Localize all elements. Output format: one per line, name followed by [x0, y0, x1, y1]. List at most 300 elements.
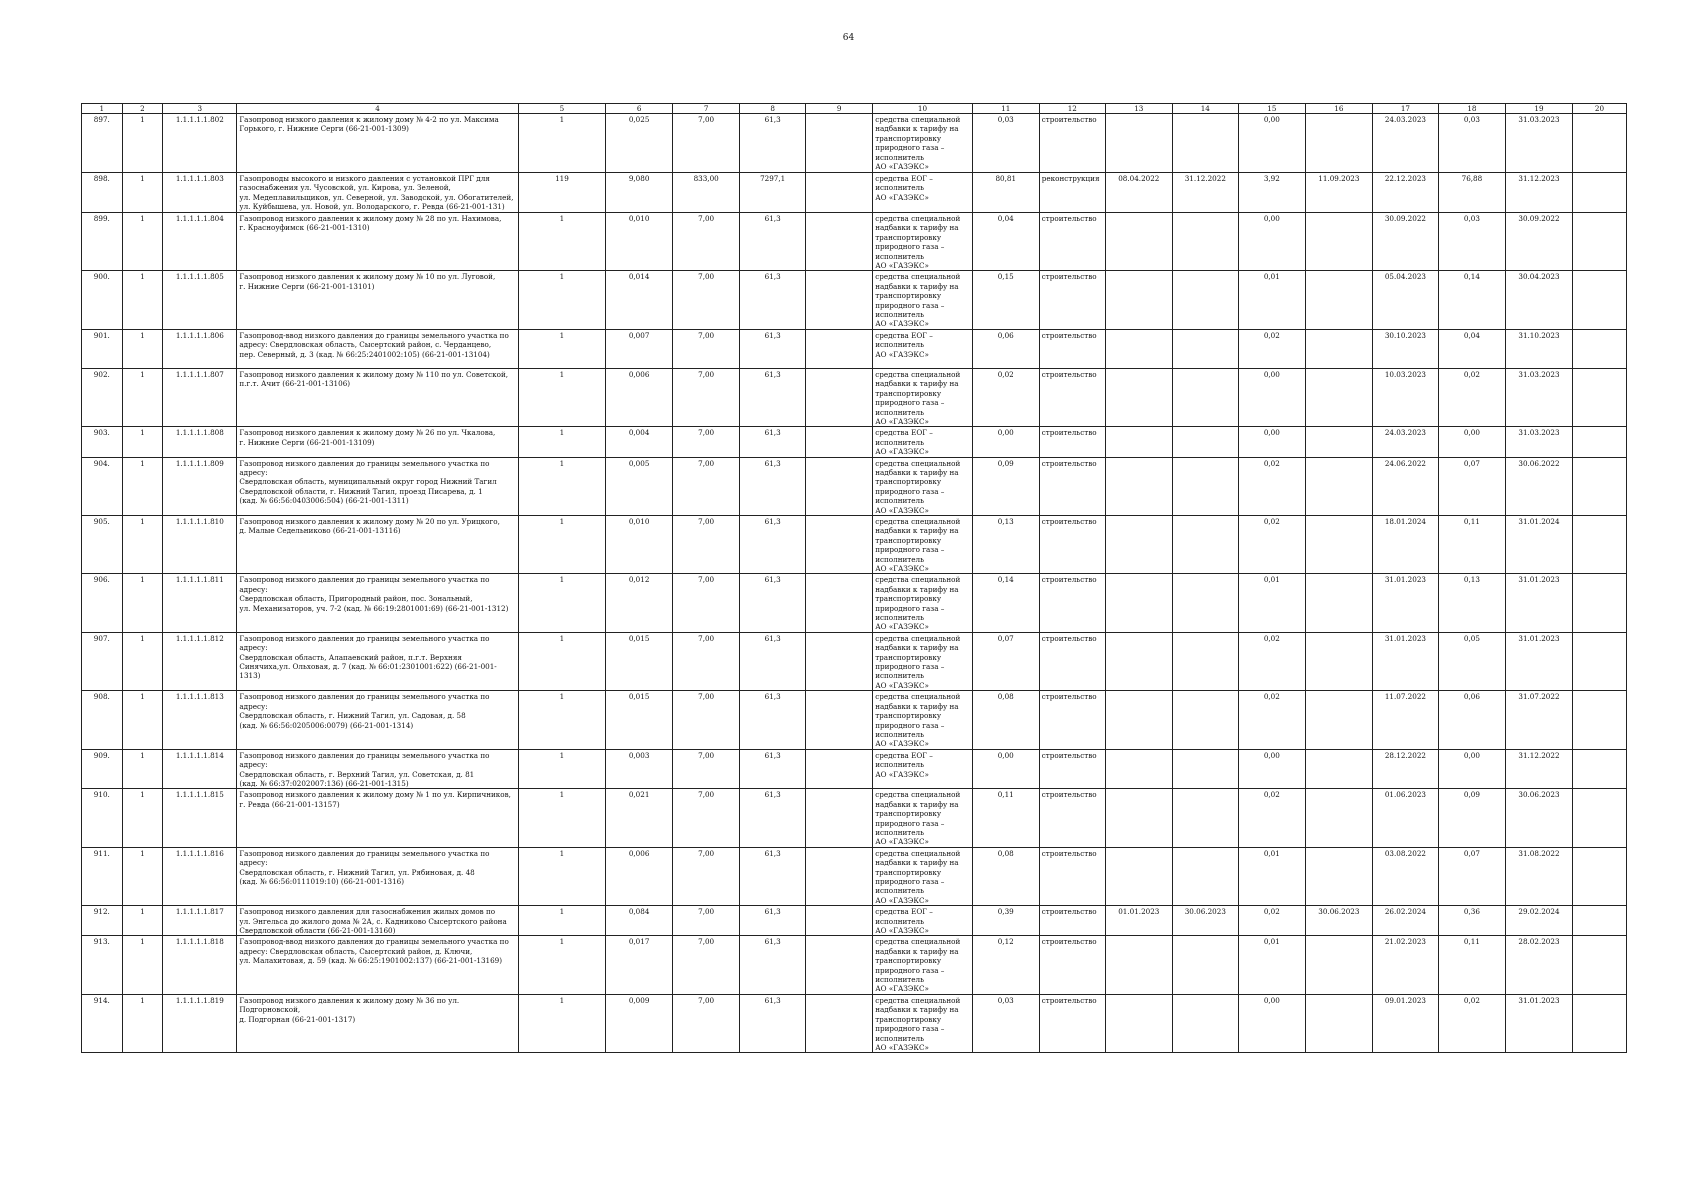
length-km: 0,010: [606, 515, 673, 573]
funding-source: средства специальной надбавки к тарифу на транспортировку природного газа – исполнитель АО «ГАЗЭКС»: [873, 994, 973, 1052]
cell-col5: 1: [518, 847, 605, 905]
row-number: 909.: [82, 749, 123, 789]
completion-date: 30.09.2022: [1505, 213, 1572, 271]
commission-date: 03.08.2022: [1372, 847, 1438, 905]
cell-col9: [806, 906, 873, 936]
cell-col2: 1: [122, 368, 163, 426]
cell-col9: [806, 427, 873, 457]
cell-col11: 0,02: [972, 368, 1039, 426]
cell-col7: 833,00: [673, 173, 740, 213]
row-number: 908.: [82, 691, 123, 749]
object-name: Газопровод низкого давления к жилому дому № 36 по ул. Подгорновской, д. Подгорная (66-21-001-1317): [237, 994, 518, 1052]
work-type: строительство: [1039, 427, 1105, 457]
completion-date: 31.12.2023: [1505, 173, 1572, 213]
object-name: Газопровод низкого давления к жилому дому № 28 по ул. Нахимова, г. Красноуфимск (66-21-001-1310): [237, 213, 518, 271]
start-date-plan: [1105, 271, 1172, 329]
commission-date: 24.03.2023: [1372, 427, 1438, 457]
cell-col7: 7,00: [673, 271, 740, 329]
cell-col2: 1: [122, 994, 163, 1052]
table-row: [82, 632, 1627, 690]
cell-col20: [1572, 515, 1626, 573]
table-row: [82, 691, 1627, 749]
cell-col2: 1: [122, 329, 163, 368]
cell-col9: [806, 213, 873, 271]
funding-source: средства ЕОГ – исполнитель АО «ГАЗЭКС»: [873, 329, 973, 368]
cell-col2: 1: [122, 515, 163, 573]
completion-date: 31.01.2023: [1505, 632, 1572, 690]
table-row: [82, 329, 1627, 368]
funding-source: средства специальной надбавки к тарифу на транспортировку природного газа – исполнитель АО «ГАЗЭКС»: [873, 632, 973, 690]
row-number: 906.: [82, 574, 123, 632]
start-date-plan: [1105, 632, 1172, 690]
table-row: [82, 457, 1627, 515]
start-date-plan: [1105, 515, 1172, 573]
completion-date: 30.04.2023: [1505, 271, 1572, 329]
object-code: 1.1.1.1.1.812: [163, 632, 237, 690]
funding-source: средства специальной надбавки к тарифу на транспортировку природного газа – исполнитель АО «ГАЗЭКС»: [873, 847, 973, 905]
cell-col5: 1: [518, 213, 605, 271]
column-header-1: 1: [82, 104, 123, 114]
table-row: [82, 906, 1627, 936]
end-date-plan: [1172, 515, 1238, 573]
object-code: 1.1.1.1.1.818: [163, 936, 237, 994]
cell-col18: 0,00: [1438, 749, 1505, 789]
cell-col15: 0,00: [1238, 368, 1305, 426]
length-km: 0,006: [606, 847, 673, 905]
work-type: строительство: [1039, 936, 1105, 994]
cell-col16: [1305, 329, 1372, 368]
work-type: строительство: [1039, 213, 1105, 271]
funding-source: средства специальной надбавки к тарифу на транспортировку природного газа – исполнитель АО «ГАЗЭКС»: [873, 213, 973, 271]
object-name: Газопровод низкого давления до границы земельного участка по адресу: Свердловская область, г. Верхний Тагил, ул. Советская, д. 81 (кад. № 66:37:0202007:136) (66-21-001-1315): [237, 749, 518, 789]
object-code: 1.1.1.1.1.815: [163, 789, 237, 847]
start-date-plan: [1105, 994, 1172, 1052]
cell-col11: 0,09: [972, 457, 1039, 515]
start-date-plan: [1105, 789, 1172, 847]
cell-col2: 1: [122, 457, 163, 515]
cell-col2: 1: [122, 173, 163, 213]
cell-col16: 30.06.2023: [1305, 906, 1372, 936]
start-date-plan: [1105, 427, 1172, 457]
cell-col5: 119: [518, 173, 605, 213]
commission-date: 30.09.2022: [1372, 213, 1438, 271]
completion-date: 28.02.2023: [1505, 936, 1572, 994]
cell-col18: 0,05: [1438, 632, 1505, 690]
cell-col2: 1: [122, 847, 163, 905]
commission-date: 31.01.2023: [1372, 632, 1438, 690]
cell-col16: [1305, 632, 1372, 690]
cell-col16: [1305, 749, 1372, 789]
commission-date: 24.06.2022: [1372, 457, 1438, 515]
cell-col2: 1: [122, 789, 163, 847]
cell-col5: 1: [518, 114, 605, 173]
table-row: [82, 271, 1627, 329]
table-row: [82, 847, 1627, 905]
start-date-plan: [1105, 847, 1172, 905]
cell-col8: 61,3: [740, 906, 806, 936]
commission-date: 28.12.2022: [1372, 749, 1438, 789]
funding-source: средства специальной надбавки к тарифу на транспортировку природного газа – исполнитель АО «ГАЗЭКС»: [873, 574, 973, 632]
start-date-plan: [1105, 329, 1172, 368]
end-date-plan: [1172, 936, 1238, 994]
cell-col18: 0,07: [1438, 457, 1505, 515]
cell-col7: 7,00: [673, 329, 740, 368]
column-header-10: 10: [873, 104, 973, 114]
cell-col16: [1305, 114, 1372, 173]
cell-col18: 0,11: [1438, 515, 1505, 573]
cell-col9: [806, 457, 873, 515]
cell-col20: [1572, 427, 1626, 457]
cell-col11: 0,06: [972, 329, 1039, 368]
cell-col16: [1305, 936, 1372, 994]
work-type: строительство: [1039, 994, 1105, 1052]
row-number: 902.: [82, 368, 123, 426]
end-date-plan: [1172, 632, 1238, 690]
cell-col7: 7,00: [673, 936, 740, 994]
cell-col9: [806, 847, 873, 905]
cell-col20: [1572, 457, 1626, 515]
cell-col15: 0,00: [1238, 749, 1305, 789]
row-number: 899.: [82, 213, 123, 271]
page-number: 64: [842, 33, 855, 43]
cell-col2: 1: [122, 906, 163, 936]
commission-date: 10.03.2023: [1372, 368, 1438, 426]
start-date-plan: [1105, 936, 1172, 994]
object-code: 1.1.1.1.1.817: [163, 906, 237, 936]
funding-source: средства специальной надбавки к тарифу на транспортировку природного газа – исполнитель АО «ГАЗЭКС»: [873, 936, 973, 994]
cell-col15: 0,00: [1238, 114, 1305, 173]
cell-col18: 0,14: [1438, 271, 1505, 329]
end-date-plan: [1172, 368, 1238, 426]
cell-col7: 7,00: [673, 749, 740, 789]
cell-col20: [1572, 789, 1626, 847]
cell-col8: 61,3: [740, 213, 806, 271]
cell-col5: 1: [518, 515, 605, 573]
cell-col2: 1: [122, 936, 163, 994]
cell-col2: 1: [122, 632, 163, 690]
cell-col5: 1: [518, 906, 605, 936]
object-code: 1.1.1.1.1.803: [163, 173, 237, 213]
work-type: строительство: [1039, 847, 1105, 905]
column-header-8: 8: [740, 104, 806, 114]
column-header-18: 18: [1438, 104, 1505, 114]
cell-col8: 61,3: [740, 574, 806, 632]
column-header-15: 15: [1238, 104, 1305, 114]
length-km: 9,080: [606, 173, 673, 213]
row-number: 904.: [82, 457, 123, 515]
column-header-20: 20: [1572, 104, 1626, 114]
cell-col5: 1: [518, 427, 605, 457]
cell-col18: 0,00: [1438, 427, 1505, 457]
column-header-14: 14: [1172, 104, 1238, 114]
object-name: Газопровод низкого давления к жилому дому № 20 по ул. Урицкого, д. Малые Седельниково (66-21-001-13116): [237, 515, 518, 573]
column-header-4: 4: [237, 104, 518, 114]
cell-col9: [806, 173, 873, 213]
cell-col11: 80,81: [972, 173, 1039, 213]
cell-col7: 7,00: [673, 114, 740, 173]
work-type: строительство: [1039, 906, 1105, 936]
cell-col15: 0,00: [1238, 994, 1305, 1052]
cell-col11: 0,14: [972, 574, 1039, 632]
completion-date: 29.02.2024: [1505, 906, 1572, 936]
cell-col11: 0,03: [972, 994, 1039, 1052]
cell-col11: 0,08: [972, 847, 1039, 905]
end-date-plan: [1172, 427, 1238, 457]
cell-col11: 0,12: [972, 936, 1039, 994]
row-number: 901.: [82, 329, 123, 368]
length-km: 0,010: [606, 213, 673, 271]
cell-col5: 1: [518, 749, 605, 789]
commission-date: 18.01.2024: [1372, 515, 1438, 573]
commission-date: 24.03.2023: [1372, 114, 1438, 173]
cell-col5: 1: [518, 691, 605, 749]
table-row: [82, 427, 1627, 457]
cell-col15: 0,01: [1238, 936, 1305, 994]
start-date-plan: [1105, 749, 1172, 789]
cell-col7: 7,00: [673, 789, 740, 847]
table-row: [82, 368, 1627, 426]
commission-date: 01.06.2023: [1372, 789, 1438, 847]
cell-col20: [1572, 847, 1626, 905]
object-code: 1.1.1.1.1.807: [163, 368, 237, 426]
work-type: строительство: [1039, 749, 1105, 789]
completion-date: 31.01.2024: [1505, 515, 1572, 573]
object-name: Газопровод низкого давления к жилому дому № 10 по ул. Луговой, г. Нижние Серги (66-21-001-13101): [237, 271, 518, 329]
cell-col16: [1305, 515, 1372, 573]
column-header-7: 7: [673, 104, 740, 114]
funding-source: средства специальной надбавки к тарифу на транспортировку природного газа – исполнитель АО «ГАЗЭКС»: [873, 368, 973, 426]
commission-date: 30.10.2023: [1372, 329, 1438, 368]
column-header-17: 17: [1372, 104, 1438, 114]
length-km: 0,007: [606, 329, 673, 368]
end-date-plan: [1172, 574, 1238, 632]
length-km: 0,012: [606, 574, 673, 632]
cell-col20: [1572, 749, 1626, 789]
commission-date: 09.01.2023: [1372, 994, 1438, 1052]
column-header-19: 19: [1505, 104, 1572, 114]
completion-date: 31.01.2023: [1505, 574, 1572, 632]
object-name: Газопровод низкого давления до границы земельного участка по адресу: Свердловская область, г. Нижний Тагил, ул. Садовая, д. 58 (кад. № 66:56:0205006:0079) (66-21-001-1314): [237, 691, 518, 749]
cell-col18: 0,02: [1438, 368, 1505, 426]
cell-col7: 7,00: [673, 515, 740, 573]
commission-date: 31.01.2023: [1372, 574, 1438, 632]
object-name: Газопровод-ввод низкого давления до границы земельного участка по адресу: Свердловская область, Сысертский район, с. Черданцево, пер. Северный, д. 3 (кад. № 66:25:2401002:105) (66-21-001-13104): [237, 329, 518, 368]
end-date-plan: [1172, 749, 1238, 789]
object-code: 1.1.1.1.1.819: [163, 994, 237, 1052]
cell-col9: [806, 632, 873, 690]
commission-date: 21.02.2023: [1372, 936, 1438, 994]
cell-col8: 61,3: [740, 994, 806, 1052]
cell-col8: 61,3: [740, 329, 806, 368]
cell-col8: 61,3: [740, 936, 806, 994]
object-code: 1.1.1.1.1.806: [163, 329, 237, 368]
commission-date: 22.12.2023: [1372, 173, 1438, 213]
end-date-plan: [1172, 213, 1238, 271]
object-name: Газопровод низкого давления до границы земельного участка по адресу: Свердловская область, Алапаевский район, п.г.т. Верхняя Синячиха,ул. Ольховая, д. 7 (кад. № 66:01:2301001:622) (66-21-001-1313): [237, 632, 518, 690]
table-row: [82, 749, 1627, 789]
length-km: 0,021: [606, 789, 673, 847]
cell-col8: 61,3: [740, 457, 806, 515]
cell-col8: 61,3: [740, 749, 806, 789]
cell-col7: 7,00: [673, 427, 740, 457]
cell-col7: 7,00: [673, 847, 740, 905]
cell-col18: 0,03: [1438, 114, 1505, 173]
cell-col11: 0,39: [972, 906, 1039, 936]
cell-col15: 0,00: [1238, 213, 1305, 271]
end-date-plan: [1172, 329, 1238, 368]
cell-col11: 0,00: [972, 749, 1039, 789]
object-code: 1.1.1.1.1.811: [163, 574, 237, 632]
cell-col8: 61,3: [740, 632, 806, 690]
length-km: 0,014: [606, 271, 673, 329]
work-type: строительство: [1039, 329, 1105, 368]
cell-col2: 1: [122, 574, 163, 632]
cell-col11: 0,04: [972, 213, 1039, 271]
object-code: 1.1.1.1.1.804: [163, 213, 237, 271]
row-number: 897.: [82, 114, 123, 173]
row-number: 898.: [82, 173, 123, 213]
work-type: строительство: [1039, 632, 1105, 690]
cell-col18: 0,36: [1438, 906, 1505, 936]
cell-col16: [1305, 994, 1372, 1052]
work-type: строительство: [1039, 574, 1105, 632]
cell-col11: 0,00: [972, 427, 1039, 457]
cell-col20: [1572, 936, 1626, 994]
length-km: 0,006: [606, 368, 673, 426]
cell-col2: 1: [122, 213, 163, 271]
cell-col8: 61,3: [740, 271, 806, 329]
cell-col18: 0,13: [1438, 574, 1505, 632]
cell-col20: [1572, 906, 1626, 936]
start-date-plan: 08.04.2022: [1105, 173, 1172, 213]
completion-date: 30.06.2023: [1505, 789, 1572, 847]
cell-col9: [806, 574, 873, 632]
cell-col18: 0,04: [1438, 329, 1505, 368]
object-name: Газопровод низкого давления для газоснабжения жилых домов по ул. Энгельса до жилого дома № 2А, с. Кадниково Сысертского района Свердловской области (66-21-001-13160): [237, 906, 518, 936]
cell-col11: 0,08: [972, 691, 1039, 749]
completion-date: 31.03.2023: [1505, 114, 1572, 173]
column-header-3: 3: [163, 104, 237, 114]
cell-col20: [1572, 329, 1626, 368]
object-code: 1.1.1.1.1.814: [163, 749, 237, 789]
cell-col7: 7,00: [673, 906, 740, 936]
cell-col18: 0,06: [1438, 691, 1505, 749]
cell-col16: [1305, 368, 1372, 426]
funding-source: средства ЕОГ – исполнитель АО «ГАЗЭКС»: [873, 906, 973, 936]
cell-col16: [1305, 213, 1372, 271]
commission-date: 26.02.2024: [1372, 906, 1438, 936]
cell-col5: 1: [518, 632, 605, 690]
cell-col16: [1305, 691, 1372, 749]
object-name: Газопровод низкого давления к жилому дому № 1 по ул. Кирпичников, г. Ревда (66-21-001-13157): [237, 789, 518, 847]
end-date-plan: [1172, 789, 1238, 847]
cell-col15: 0,02: [1238, 906, 1305, 936]
row-number: 914.: [82, 994, 123, 1052]
length-km: 0,025: [606, 114, 673, 173]
completion-date: 31.08.2022: [1505, 847, 1572, 905]
end-date-plan: [1172, 271, 1238, 329]
column-header-13: 13: [1105, 104, 1172, 114]
funding-source: средства ЕОГ – исполнитель АО «ГАЗЭКС»: [873, 749, 973, 789]
row-number: 905.: [82, 515, 123, 573]
cell-col9: [806, 789, 873, 847]
cell-col8: 61,3: [740, 427, 806, 457]
cell-col11: 0,07: [972, 632, 1039, 690]
row-number: 900.: [82, 271, 123, 329]
cell-col9: [806, 994, 873, 1052]
table-row: [82, 173, 1627, 213]
cell-col15: 0,02: [1238, 329, 1305, 368]
cell-col11: 0,13: [972, 515, 1039, 573]
completion-date: 31.03.2023: [1505, 427, 1572, 457]
cell-col5: 1: [518, 936, 605, 994]
column-header-6: 6: [606, 104, 673, 114]
cell-col5: 1: [518, 368, 605, 426]
object-code: 1.1.1.1.1.809: [163, 457, 237, 515]
length-km: 0,005: [606, 457, 673, 515]
funding-source: средства ЕОГ – исполнитель АО «ГАЗЭКС»: [873, 173, 973, 213]
cell-col2: 1: [122, 427, 163, 457]
funding-source: средства специальной надбавки к тарифу на транспортировку природного газа – исполнитель АО «ГАЗЭКС»: [873, 691, 973, 749]
column-header-12: 12: [1039, 104, 1105, 114]
cell-col16: [1305, 847, 1372, 905]
cell-col20: [1572, 114, 1626, 173]
commission-date: 11.07.2022: [1372, 691, 1438, 749]
cell-col9: [806, 749, 873, 789]
completion-date: 31.01.2023: [1505, 994, 1572, 1052]
cell-col11: 0,15: [972, 271, 1039, 329]
cell-col18: 0,03: [1438, 213, 1505, 271]
cell-col2: 1: [122, 749, 163, 789]
cell-col16: [1305, 271, 1372, 329]
start-date-plan: [1105, 574, 1172, 632]
cell-col18: 0,07: [1438, 847, 1505, 905]
length-km: 0,004: [606, 427, 673, 457]
column-header-11: 11: [972, 104, 1039, 114]
cell-col11: 0,03: [972, 114, 1039, 173]
cell-col5: 1: [518, 994, 605, 1052]
column-number-header-row: [82, 104, 1627, 114]
cell-col20: [1572, 271, 1626, 329]
cell-col9: [806, 936, 873, 994]
cell-col11: 0,11: [972, 789, 1039, 847]
table-row: [82, 114, 1627, 173]
cell-col20: [1572, 574, 1626, 632]
cell-col15: 0,02: [1238, 789, 1305, 847]
column-header-16: 16: [1305, 104, 1372, 114]
end-date-plan: [1172, 847, 1238, 905]
end-date-plan: [1172, 691, 1238, 749]
cell-col15: 0,01: [1238, 847, 1305, 905]
cell-col15: 0,02: [1238, 632, 1305, 690]
cell-col7: 7,00: [673, 574, 740, 632]
cell-col15: 0,02: [1238, 691, 1305, 749]
start-date-plan: [1105, 457, 1172, 515]
cell-col15: 3,92: [1238, 173, 1305, 213]
funding-source: средства специальной надбавки к тарифу на транспортировку природного газа – исполнитель АО «ГАЗЭКС»: [873, 271, 973, 329]
cell-col20: [1572, 213, 1626, 271]
object-code: 1.1.1.1.1.810: [163, 515, 237, 573]
length-km: 0,015: [606, 632, 673, 690]
column-header-5: 5: [518, 104, 605, 114]
cell-col7: 7,00: [673, 368, 740, 426]
object-code: 1.1.1.1.1.808: [163, 427, 237, 457]
row-number: 913.: [82, 936, 123, 994]
table-row: [82, 789, 1627, 847]
object-code: 1.1.1.1.1.805: [163, 271, 237, 329]
column-header-2: 2: [122, 104, 163, 114]
funding-source: средства специальной надбавки к тарифу на транспортировку природного газа – исполнитель АО «ГАЗЭКС»: [873, 457, 973, 515]
